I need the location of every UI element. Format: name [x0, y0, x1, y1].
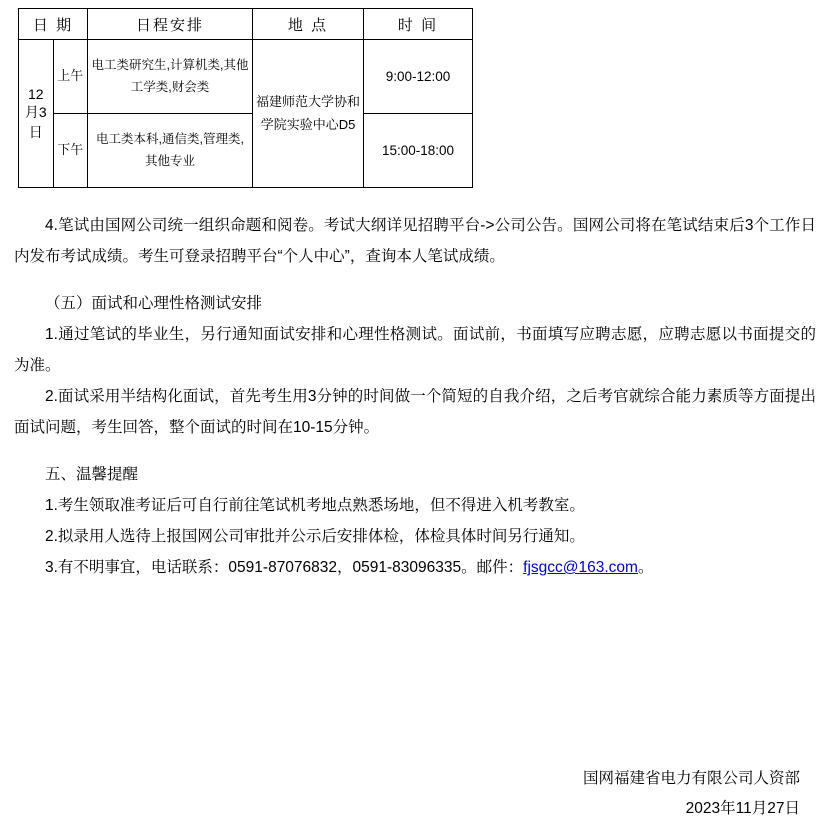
document-page: [0, 8, 838, 834]
document-footer: [583, 764, 800, 824]
table-body: [19, 40, 473, 188]
paragraph-reminder-2: 2.拟录用人选待上报国网公司审批并公示后安排体检，体检具体时间另行通知。: [45, 528, 585, 545]
contact-text: 3.有不明事宜，电话联系：0591-87076832，0591-83096335。邮件：: [45, 559, 524, 576]
table-row: [19, 40, 473, 114]
heading-interview-section: （五）面试和心理性格测试安排: [45, 295, 263, 312]
header-plan: 日程安排: [88, 9, 253, 40]
cell-date: 12月3日: [19, 40, 54, 188]
cell-place: 福建师范大学协和学院实验中心D5: [253, 40, 364, 188]
spacer: [14, 272, 816, 288]
table-row: [19, 114, 473, 188]
table-header: [19, 9, 473, 40]
cell-half-morning: 上午: [53, 40, 88, 114]
heading-reminder-section: 五、温馨提醒: [45, 466, 139, 483]
schedule-table: [18, 8, 473, 188]
paragraph-interview-1: 1.通过笔试的毕业生，另行通知面试安排和心理性格测试。面试前，书面填写应聘志愿，应聘志愿以书面提交的为准。: [14, 326, 816, 374]
cell-plan-afternoon: 电工类本科,通信类,管理类,其他专业: [88, 114, 253, 188]
cell-time-morning: 9:00-12:00: [364, 40, 473, 114]
document-body: [14, 188, 816, 583]
header-time: 时 间: [364, 9, 473, 40]
header-place: 地 点: [253, 9, 364, 40]
paragraph-reminder-3: [14, 552, 816, 583]
footer-date: 2023年11月27日: [685, 800, 800, 817]
footer-organization: 国网福建省电力有限公司人资部: [582, 770, 800, 787]
contact-text-end: 。: [637, 559, 654, 576]
header-date: 日 期: [19, 9, 88, 40]
paragraph-exam-note: 4.笔试由国网公司统一组织命题和阅卷。考试大纲详见招聘平台->公司公告。国网公司将在笔试结束后3个工作日内发布考试成绩。考生可登录招聘平台“个人中心”，查询本人笔试成绩。: [14, 217, 816, 265]
paragraph-reminder-1: 1.考生领取准考证后可自行前往笔试机考地点熟悉场地，但不得进入机考教室。: [45, 497, 585, 514]
paragraph-interview-2: 2.面试采用半结构化面试，首先考生用3分钟的时间做一个简短的自我介绍，之后考官就综合能力素质等方面提出面试问题，考生回答，整个面试的时间在10-15分钟。: [14, 388, 816, 436]
table-header-row: [19, 9, 473, 40]
cell-plan-morning: 电工类研究生,计算机类,其他工学类,财会类: [88, 40, 253, 114]
cell-half-afternoon: 下午: [53, 114, 88, 188]
spacer: [14, 188, 816, 210]
email-link[interactable]: fjsgcc@163.com: [523, 559, 638, 576]
spacer: [14, 443, 816, 459]
cell-time-afternoon: 15:00-18:00: [364, 114, 473, 188]
